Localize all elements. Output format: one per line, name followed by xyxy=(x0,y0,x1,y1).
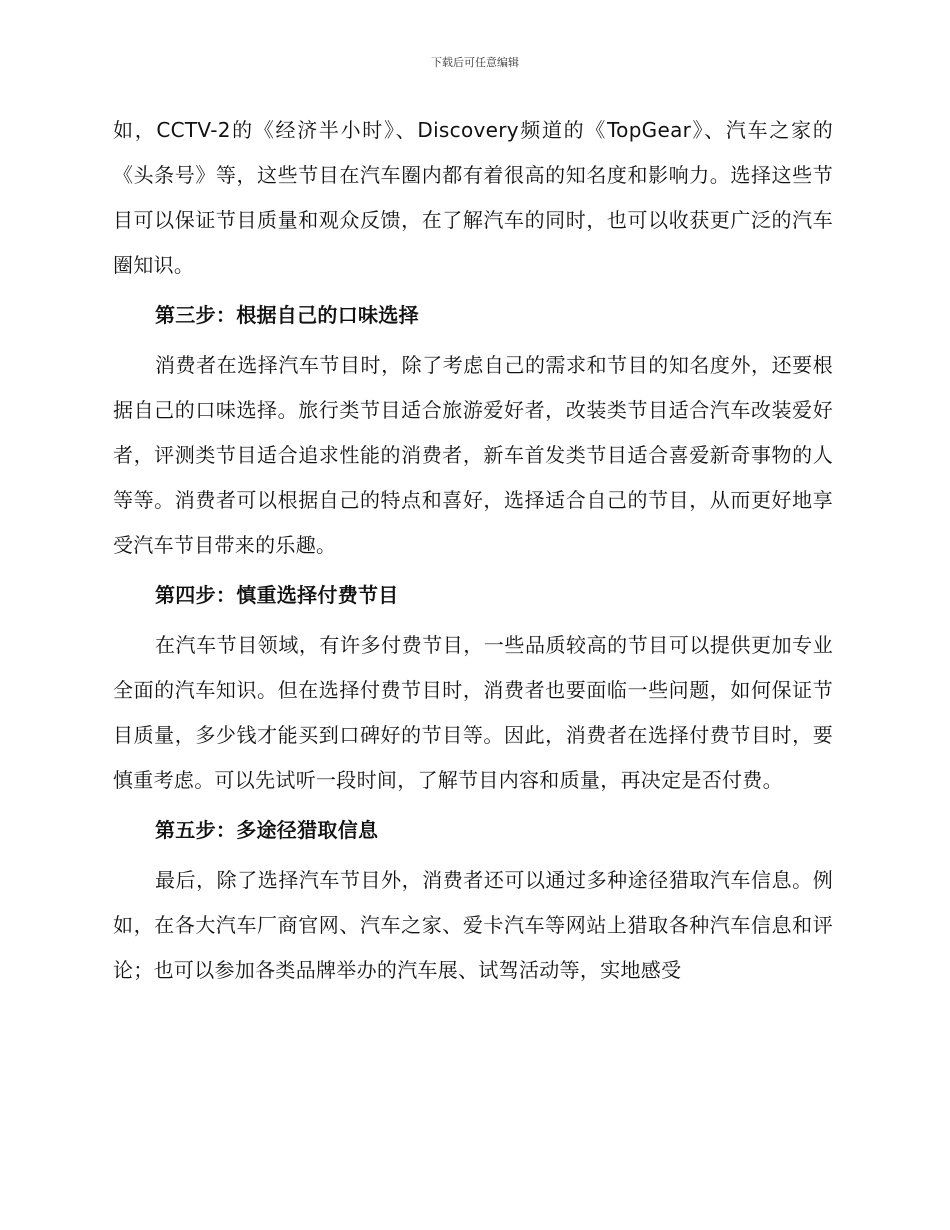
heading-step-five: 第五步：多途径猎取信息 xyxy=(155,818,379,842)
heading-step-three: 第三步：根据自己的口味选择 xyxy=(155,303,419,327)
paragraph-step-five: 最后，除了选择汽车节目外，消费者还可以通过多种途径猎取汽车信息。例如，在各大汽车厂商官网、汽车之家、爱卡汽车等网站上猎取各种汽车信息和评论；也可以参加各类品牌举办的汽车展、试驾活动等，实地感受 xyxy=(113,868,833,982)
paragraph-step-four: 在汽车节目领域，有许多付费节目，一些品质较高的节目可以提供更加专业全面的汽车知识。但在选择付费节目时，消费者也要面临一些问题，如何保证节目质量，多少钱才能买到口碑好的节目等。因此，消费者在选择付费节目时，要慎重考虑。可以先试听一段时间，了解节目内容和质量，再决定是否付费。 xyxy=(113,633,833,792)
page-header: 下载后可任意编辑 xyxy=(431,56,519,69)
paragraph-intro: 如，CCTV-2的《经济半小时》、Discovery频道的《TopGear》、汽车之家的《头条号》等，这些节目在汽车圈内都有着很高的知名度和影响力。选择这些节目可以保证节目质量和观众反馈，在了解汽车的同时，也可以收获更广泛的汽车圈知识。 xyxy=(113,118,833,277)
heading-step-four: 第四步：慎重选择付费节目 xyxy=(155,583,399,607)
document-body xyxy=(113,108,833,993)
paragraph-step-three: 消费者在选择汽车节目时，除了考虑自己的需求和节目的知名度外，还要根据自己的口味选择。旅行类节目适合旅游爱好者，改装类节目适合汽车改装爱好者，评测类节目适合追求性能的消费者，新车首发类节目适合喜爱新奇事物的人等等。消费者可以根据自己的特点和喜好，选择适合自己的节目，从而更好地享受汽车节目带来的乐趣。 xyxy=(113,353,833,557)
